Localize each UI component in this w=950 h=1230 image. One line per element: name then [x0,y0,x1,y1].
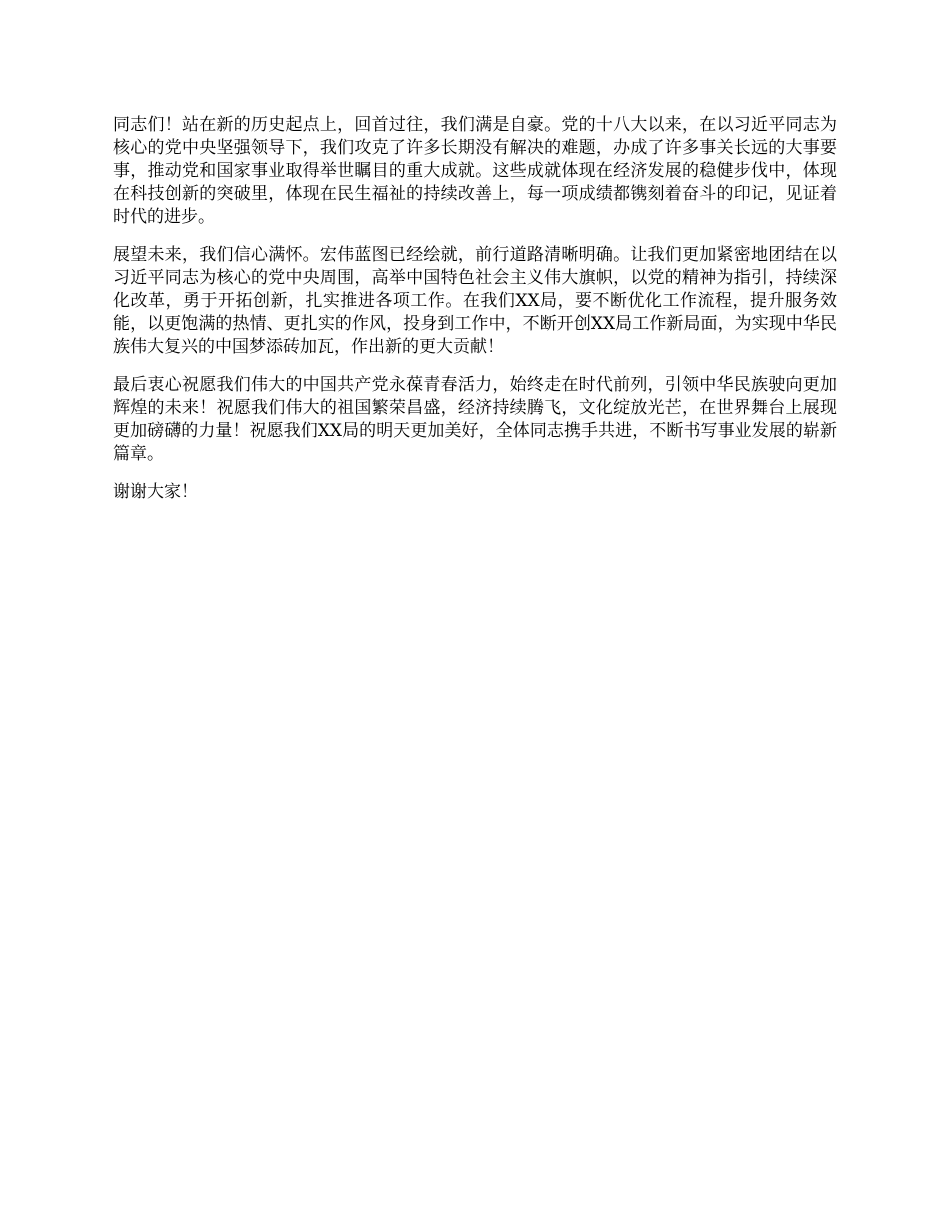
document-body [113,114,837,519]
paragraph-wishes: 最后衷心祝愿我们伟大的中国共产党永葆青春活力，始终走在时代前列，引领中华民族驶向更加辉煌的未来！祝愿我们伟大的祖国繁荣昌盛，经济持续腾飞，文化绽放光芒，在世界舞台上展现更加磅礴的力量！祝愿我们XX局的明天更加美好，全体同志携手共进，不断书写事业发展的崭新篇章。 [113,375,837,464]
paragraph-achievements: 同志们！站在新的历史起点上，回首过往，我们满是自豪。党的十八大以来，在以习近平同志为核心的党中央坚强领导下，我们攻克了许多长期没有解决的难题，办成了许多事关长远的大事要事，推动党和国家事业取得举世瞩目的重大成就。这些成就体现在经济发展的稳健步伐中，体现在科技创新的突破里，体现在民生福祉的持续改善上，每一项成绩都镌刻着奋斗的印记，见证着时代的进步。 [113,115,837,227]
paragraph-outlook: 展望未来，我们信心满怀。宏伟蓝图已经绘就，前行道路清晰明确。让我们更加紧密地团结在以习近平同志为核心的党中央周围，高举中国特色社会主义伟大旗帜，以党的精神为指引，持续深化改革，勇于开拓创新，扎实推进各项工作。在我们XX局，要不断优化工作流程，提升服务效能，以更饱满的热情、更扎实的作风，投身到工作中，不断开创XX局工作新局面，为实现中华民族伟大复兴的中国梦添砖加瓦，作出新的更大贡献！ [113,245,837,357]
paragraph-closing: 谢谢大家！ [113,482,198,502]
